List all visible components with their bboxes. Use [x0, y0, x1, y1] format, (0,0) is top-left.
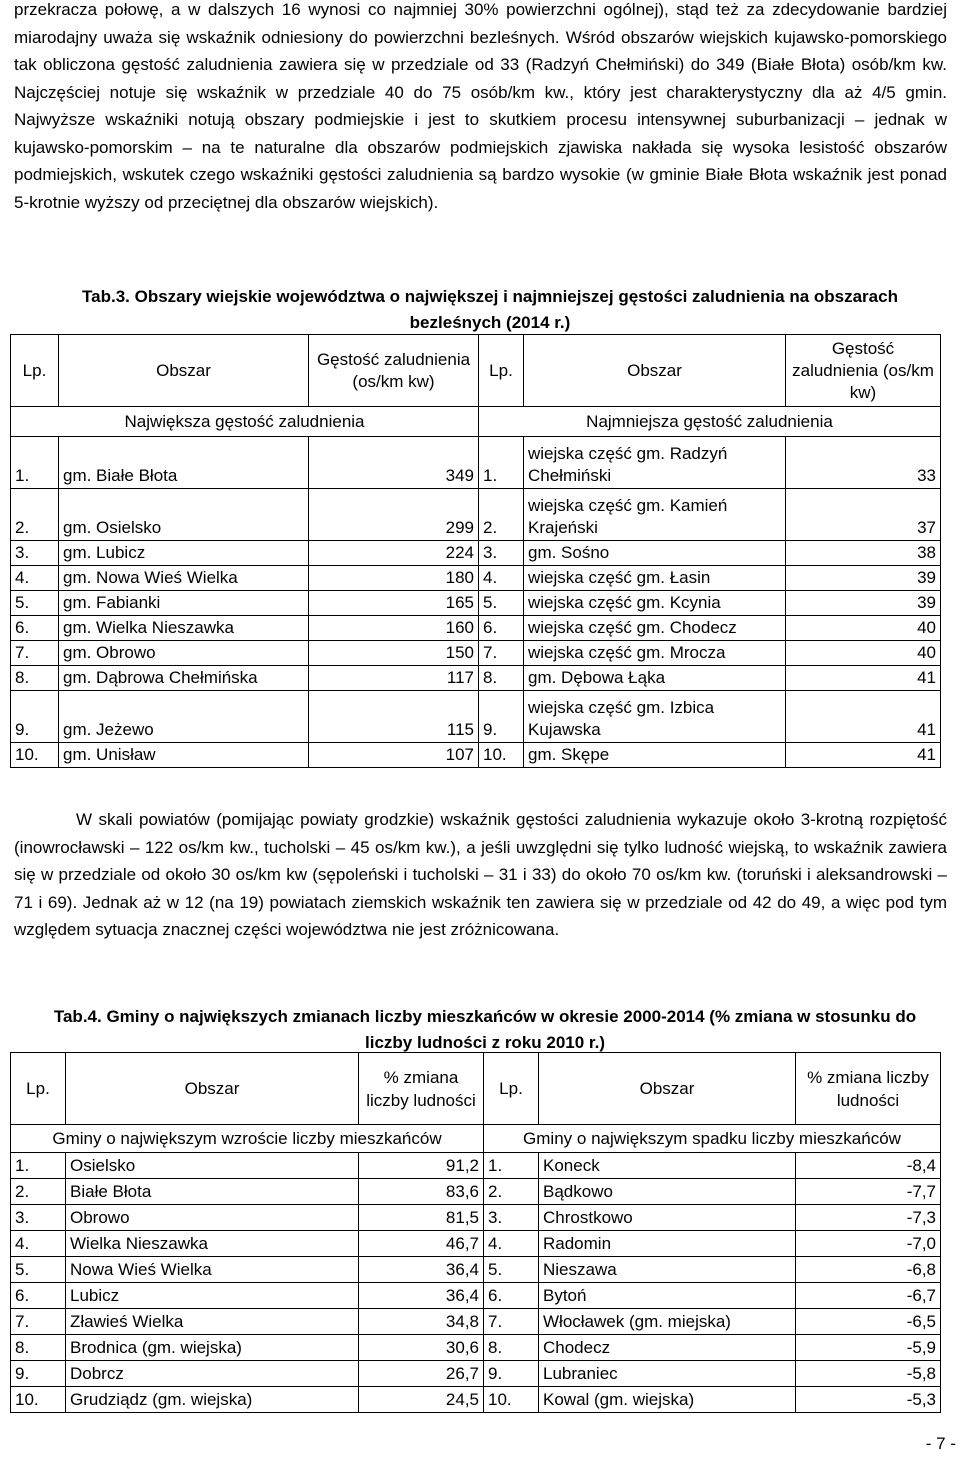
- table4-cell-lp2: 4.: [484, 1231, 539, 1257]
- table4-header-area-right: Obszar: [539, 1053, 796, 1125]
- table4-row: [11, 1335, 941, 1361]
- table4-header-row: [11, 1053, 941, 1125]
- table4-cell-val1: 46,7: [359, 1231, 484, 1257]
- table4-cell-lp2: 3.: [484, 1205, 539, 1231]
- table3-cell-lp2: 5.: [479, 591, 524, 616]
- table3-cell-val1: 107: [309, 743, 479, 768]
- table3-cell-area1: gm. Obrowo: [59, 641, 309, 666]
- table4-cell-val1: 36,4: [359, 1283, 484, 1309]
- table4-cell-area1: Zławieś Wielka: [66, 1309, 359, 1335]
- table4-row: [11, 1387, 941, 1413]
- table3-header-area-right: Obszar: [524, 335, 786, 407]
- table4-row: [11, 1205, 941, 1231]
- table3-cell-lp1: 9.: [11, 691, 59, 743]
- table3-cell-area2: gm. Skępe: [524, 743, 786, 768]
- table4-header-change-right: % zmiana liczby ludności: [796, 1053, 941, 1125]
- table4-header-area-left: Obszar: [66, 1053, 359, 1125]
- table3-cell-val2: 40: [786, 641, 941, 666]
- body-paragraph-1: przekracza połowę, a w dalszych 16 wynosi co najmniej 30% powierzchni ogólnej), stąd też za zdecydowanie bardziej miarodajny uważa się wskaźnik odniesiony do powierzchni bezleśnych. Wśród obszarów wiejskich kujawsko-pomorskiego tak obliczona gęstość zaludnienia zawiera się w przedziale od 33 (Radzyń Chełmiński) do 349 (Białe Błota) osób/km kw. Najczęściej notuje się wskaźnik w przedziale 40 do 75 osób/km kw., który jest charakterystyczny dla aż 4/5 gmin. Najwyższe wskaźniki notują obszary podmiejskie i jest to skutkiem procesu intensywnej suburbanizacji – jednak w kujawsko-pomorskim – na te naturalne dla obszarów podmiejskich zjawiska nakłada się wysoka lesistość obszarów podmiejskich, wskutek czego wskaźniki gęstości zaludnienia są bardzo wysokie (w gminie Białe Błota wskaźnik jest ponad 5-krotnie wyższy od przeciętnej dla obszarów wiejskich).: [14, 0, 947, 212]
- table4-cell-area1: Dobrcz: [66, 1361, 359, 1387]
- table3-cell-lp1: 1.: [11, 437, 59, 489]
- table3-row: [11, 566, 941, 591]
- table3-cell-area1: gm. Dąbrowa Chełmińska: [59, 666, 309, 691]
- table4-cell-area1: Nowa Wieś Wielka: [66, 1257, 359, 1283]
- table4-cell-area2: Nieszawa: [539, 1257, 796, 1283]
- table3-row: [11, 591, 941, 616]
- table4-cell-val1: 30,6: [359, 1335, 484, 1361]
- table4-cell-val1: 83,6: [359, 1179, 484, 1205]
- table3-cell-lp2: 4.: [479, 566, 524, 591]
- table4-cell-val2: -5,8: [796, 1361, 941, 1387]
- table4-cell-lp1: 4.: [11, 1231, 66, 1257]
- table3-row: [11, 666, 941, 691]
- table4-cell-val1: 24,5: [359, 1387, 484, 1413]
- table3-cell-lp1: 2.: [11, 489, 59, 541]
- table4-cell-lp2: 1.: [484, 1153, 539, 1179]
- table3-cell-val2: 39: [786, 591, 941, 616]
- table3-cell-val1: 165: [309, 591, 479, 616]
- table4-cell-area1: Obrowo: [66, 1205, 359, 1231]
- table4-cell-val2: -8,4: [796, 1153, 941, 1179]
- table4-cell-area2: Lubraniec: [539, 1361, 796, 1387]
- table4-cell-val1: 81,5: [359, 1205, 484, 1231]
- table3-cell-area2: wiejska część gm. Mrocza: [524, 641, 786, 666]
- table3-cell-val2: 41: [786, 666, 941, 691]
- table4-cell-area2: Włocławek (gm. miejska): [539, 1309, 796, 1335]
- table4-cell-area2: Bytoń: [539, 1283, 796, 1309]
- table4-cell-lp2: 2.: [484, 1179, 539, 1205]
- table4-cell-lp1: 5.: [11, 1257, 66, 1283]
- table3-row: [11, 616, 941, 641]
- table3-group-row: [11, 407, 941, 437]
- table3-cell-val2: 33: [786, 437, 941, 489]
- table4-header-change-left: % zmiana liczby ludności: [359, 1053, 484, 1125]
- table4-cell-lp2: 10.: [484, 1387, 539, 1413]
- table3-cell-area1: gm. Jeżewo: [59, 691, 309, 743]
- body-paragraph-2: W skali powiatów (pomijając powiaty grodzkie) wskaźnik gęstości zaludnienia wykazuje około 3-krotną rozpiętość (inowrocławski – 122 os/km kw., tucholski – 45 os/km kw.), a jeśli uwzględni się tylko ludność wiejską, to wskaźnik zawiera się w przedziale od około 30 os/km kw (sępoleński i tucholski – 31 i 33) do około 70 os/km kw. (toruński i aleksandrowski – 71 i 69). Jednak aż w 12 (na 19) powiatach ziemskich wskaźnik ten zawiera się w przedziale od 42 do 49, a więc pod tym względem sytuacja znacznej części województwa nie jest zróżnicowana.: [14, 810, 947, 939]
- table3-cell-lp2: 8.: [479, 666, 524, 691]
- table3-cell-val1: 224: [309, 541, 479, 566]
- table4-group-left: Gminy o największym wzroście liczby mieszkańców: [11, 1125, 484, 1153]
- table4-row: [11, 1309, 941, 1335]
- table4-cell-lp2: 8.: [484, 1335, 539, 1361]
- table3-cell-lp1: 8.: [11, 666, 59, 691]
- table3-cell-lp1: 10.: [11, 743, 59, 768]
- table3-header-area-left: Obszar: [59, 335, 309, 407]
- table4: [10, 1052, 941, 1413]
- table3-cell-area2: wiejska część gm. Łasin: [524, 566, 786, 591]
- table4-cell-area2: Koneck: [539, 1153, 796, 1179]
- table4-cell-area1: Lubicz: [66, 1283, 359, 1309]
- table3-row: [11, 541, 941, 566]
- table4-cell-area1: Grudziądz (gm. wiejska): [66, 1387, 359, 1413]
- table3-cell-val2: 37: [786, 489, 941, 541]
- table3-cell-lp1: 7.: [11, 641, 59, 666]
- table4-cell-val2: -6,7: [796, 1283, 941, 1309]
- table4-cell-area1: Wielka Nieszawka: [66, 1231, 359, 1257]
- table4-header-lp-right: Lp.: [484, 1053, 539, 1125]
- table4-cell-lp1: 9.: [11, 1361, 66, 1387]
- table4-cell-area2: Chrostkowo: [539, 1205, 796, 1231]
- table3-cell-area1: gm. Nowa Wieś Wielka: [59, 566, 309, 591]
- table4-cell-val1: 34,8: [359, 1309, 484, 1335]
- table3-cell-val1: 160: [309, 616, 479, 641]
- table3-cell-area2: wiejska część gm. Kamień Krajeński: [524, 489, 786, 541]
- table4-cell-lp2: 6.: [484, 1283, 539, 1309]
- table3-cell-lp2: 3.: [479, 541, 524, 566]
- table3-cell-val2: 41: [786, 691, 941, 743]
- table4-cell-val2: -6,5: [796, 1309, 941, 1335]
- table4-row: [11, 1231, 941, 1257]
- table4-cell-area2: Bądkowo: [539, 1179, 796, 1205]
- table4-cell-lp2: 9.: [484, 1361, 539, 1387]
- table3-cell-area2: gm. Dębowa Łąka: [524, 666, 786, 691]
- table4-cell-val2: -7,7: [796, 1179, 941, 1205]
- table3-cell-area1: gm. Wielka Nieszawka: [59, 616, 309, 641]
- table4-cell-area1: Białe Błota: [66, 1179, 359, 1205]
- table4-cell-area2: Radomin: [539, 1231, 796, 1257]
- page-number: - 7 -: [925, 1434, 956, 1453]
- table3: [10, 334, 941, 768]
- table3-cell-lp2: 2.: [479, 489, 524, 541]
- table3-header-row: [11, 335, 941, 407]
- table3-cell-val2: 38: [786, 541, 941, 566]
- table3-cell-val1: 180: [309, 566, 479, 591]
- table3-row: [11, 641, 941, 666]
- table3-cell-area2: wiejska część gm. Radzyń Chełmiński: [524, 437, 786, 489]
- table4-cell-area2: Chodecz: [539, 1335, 796, 1361]
- table3-header-density-right: Gęstość zaludnienia (os/km kw): [786, 335, 941, 407]
- table3-cell-val1: 150: [309, 641, 479, 666]
- table3-cell-val1: 299: [309, 489, 479, 541]
- table4-caption: Tab.4. Gminy o największych zmianach liczby mieszkańców w okresie 2000-2014 (% zmiana w stosunku do liczby ludności z roku 2010 r.): [53, 1007, 917, 1052]
- table4-cell-lp2: 5.: [484, 1257, 539, 1283]
- table3-header-lp-left: Lp.: [11, 335, 59, 407]
- table4-cell-lp1: 6.: [11, 1283, 66, 1309]
- table3-cell-area2: wiejska część gm. Chodecz: [524, 616, 786, 641]
- table4-cell-area1: Brodnica (gm. wiejska): [66, 1335, 359, 1361]
- table4-row: [11, 1283, 941, 1309]
- table4-cell-val1: 36,4: [359, 1257, 484, 1283]
- table3-cell-lp1: 3.: [11, 541, 59, 566]
- table3-cell-lp2: 7.: [479, 641, 524, 666]
- table3-cell-lp2: 10.: [479, 743, 524, 768]
- table3-cell-area2: wiejska część gm. Kcynia: [524, 591, 786, 616]
- table4-cell-val1: 26,7: [359, 1361, 484, 1387]
- table4-cell-lp1: 1.: [11, 1153, 66, 1179]
- table3-group-left: Największa gęstość zaludnienia: [11, 407, 479, 437]
- table3-cell-area1: gm. Unisław: [59, 743, 309, 768]
- table3-cell-val2: 40: [786, 616, 941, 641]
- table3-cell-lp1: 5.: [11, 591, 59, 616]
- table3-cell-area1: gm. Fabianki: [59, 591, 309, 616]
- table3-row: [11, 743, 941, 768]
- table3-cell-val1: 349: [309, 437, 479, 489]
- table3-row: [11, 489, 941, 541]
- table4-cell-val2: -5,3: [796, 1387, 941, 1413]
- table3-cell-val2: 39: [786, 566, 941, 591]
- table3-cell-lp1: 6.: [11, 616, 59, 641]
- table4-group-row: [11, 1125, 941, 1153]
- table3-header-lp-right: Lp.: [479, 335, 524, 407]
- table3-cell-val2: 41: [786, 743, 941, 768]
- table4-cell-val1: 91,2: [359, 1153, 484, 1179]
- table3-cell-val1: 115: [309, 691, 479, 743]
- table4-cell-lp1: 2.: [11, 1179, 66, 1205]
- table3-cell-area1: gm. Lubicz: [59, 541, 309, 566]
- table4-cell-lp2: 7.: [484, 1309, 539, 1335]
- table4-cell-val2: -7,3: [796, 1205, 941, 1231]
- table4-row: [11, 1153, 941, 1179]
- table3-group-right: Najmniejsza gęstość zaludnienia: [479, 407, 941, 437]
- table3-cell-lp2: 9.: [479, 691, 524, 743]
- table4-cell-lp1: 8.: [11, 1335, 66, 1361]
- table3-cell-area2: gm. Sośno: [524, 541, 786, 566]
- table4-cell-lp1: 3.: [11, 1205, 66, 1231]
- table4-cell-area2: Kowal (gm. wiejska): [539, 1387, 796, 1413]
- table4-cell-area1: Osielsko: [66, 1153, 359, 1179]
- table3-row: [11, 691, 941, 743]
- table3-header-density-left: Gęstość zaludnienia (os/km kw): [309, 335, 479, 407]
- table4-row: [11, 1257, 941, 1283]
- table3-caption: Tab.3. Obszary wiejskie województwa o największej i najmniejszej gęstości zaludnienia na obszarach bezleśnych (2014 r.): [82, 287, 898, 332]
- table4-cell-lp1: 10.: [11, 1387, 66, 1413]
- table3-cell-area1: gm. Białe Błota: [59, 437, 309, 489]
- table3-cell-area1: gm. Osielsko: [59, 489, 309, 541]
- table3-cell-area2: wiejska część gm. Izbica Kujawska: [524, 691, 786, 743]
- table4-cell-val2: -5,9: [796, 1335, 941, 1361]
- table4-cell-val2: -6,8: [796, 1257, 941, 1283]
- table3-cell-lp2: 1.: [479, 437, 524, 489]
- table3-row: [11, 437, 941, 489]
- table3-cell-val1: 117: [309, 666, 479, 691]
- table3-cell-lp1: 4.: [11, 566, 59, 591]
- table4-header-lp-left: Lp.: [11, 1053, 66, 1125]
- table4-row: [11, 1361, 941, 1387]
- table4-cell-val2: -7,0: [796, 1231, 941, 1257]
- table4-row: [11, 1179, 941, 1205]
- table4-cell-lp1: 7.: [11, 1309, 66, 1335]
- table4-group-right: Gminy o największym spadku liczby mieszkańców: [484, 1125, 941, 1153]
- table3-cell-lp2: 6.: [479, 616, 524, 641]
